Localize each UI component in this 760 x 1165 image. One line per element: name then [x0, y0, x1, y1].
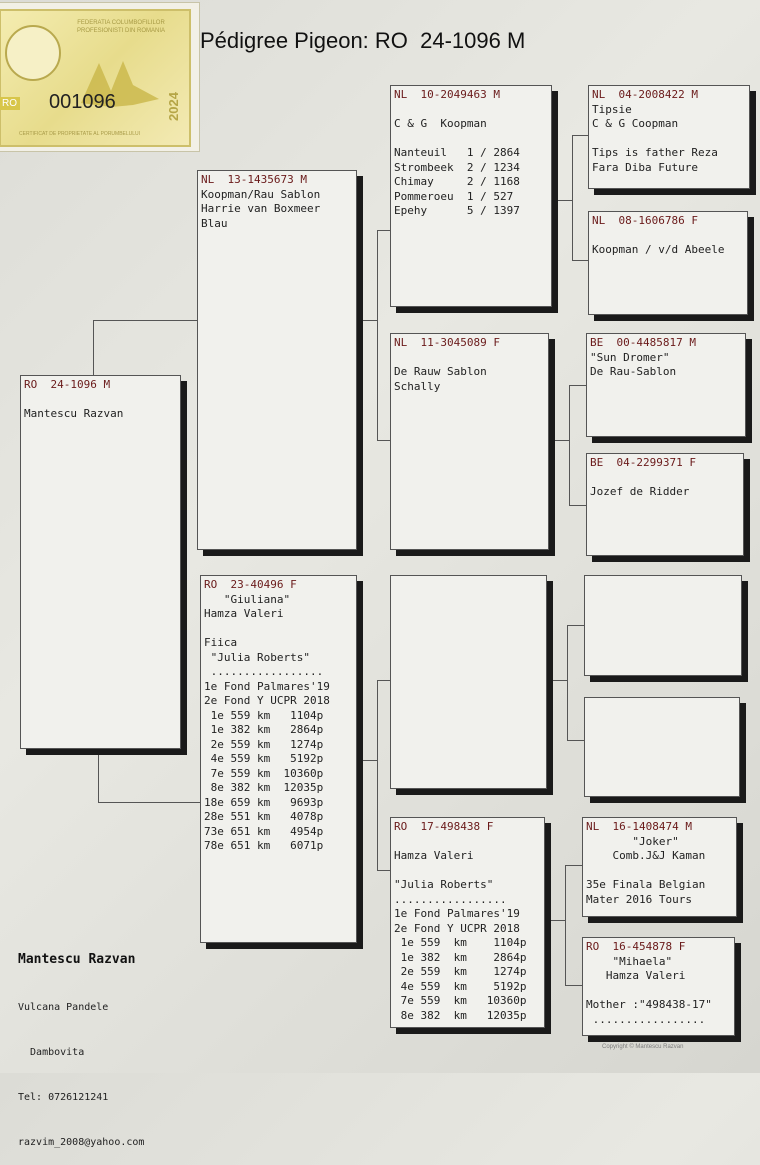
connector-line	[93, 320, 94, 376]
connector-line	[565, 865, 566, 985]
ring-number: RO 16-454878 F	[586, 940, 686, 953]
pigeon-info-line: 7e 559 km 10360p	[394, 994, 527, 1007]
pigeon-info-line	[590, 471, 740, 486]
pigeon-info-line: 35e Finala Belgian	[586, 878, 706, 891]
pigeon-card-ss-dam	[588, 211, 748, 315]
pigeon-info-line: 1e Fond Palmares'19	[394, 907, 520, 920]
pigeon-info-line: Koopman/Rau Sablon	[201, 187, 321, 201]
ring-number: NL 13-1435673 M	[201, 173, 307, 186]
pigeon-card-dam-sire	[390, 575, 547, 789]
breeder-county-line: Dambovita	[18, 1047, 85, 1058]
connector-line	[572, 135, 588, 136]
pigeon-card-ss-sire	[588, 85, 750, 189]
connector-line	[377, 870, 390, 871]
connector-line	[377, 230, 391, 231]
pigeon-info-line: Blau	[201, 216, 228, 230]
pigeon-info-line: Epehy 5 / 1397	[394, 204, 520, 217]
connector-line	[565, 865, 582, 866]
pigeon-info-line: 78e 651 km 6071p	[204, 839, 324, 852]
breeder-name: Mantescu Razvan	[18, 952, 136, 967]
pigeon-info-line: 18e 659 km 9693p	[204, 795, 324, 809]
ring-number: NL 16-1408474 M	[586, 820, 692, 833]
connector-line	[572, 260, 588, 261]
certificate-gold-panel	[0, 9, 191, 147]
ring-number: RO 24-1096 M	[24, 378, 111, 391]
pigeon-info-line: .................	[586, 1012, 706, 1026]
certificate-country-label: RO	[0, 97, 20, 110]
connector-line	[547, 680, 567, 681]
pigeon-info-line: Koopman / v/d Abeele	[592, 243, 725, 256]
pigeon-info-line: .................	[204, 665, 324, 678]
pigeon-info-line	[394, 835, 541, 850]
pigeon-info-line: "Giuliana"	[204, 592, 291, 606]
breeder-phone: Tel: 0726121241	[18, 1092, 109, 1103]
ring-number: BE 04-2299371 F	[590, 456, 696, 469]
pigeon-info-line: 7e 559 km 10360p	[204, 766, 324, 780]
pigeon-info-line: "Joker"	[586, 834, 679, 848]
connector-line	[377, 680, 390, 681]
pigeon-info-line: Schally	[394, 379, 441, 393]
pigeon-info-line: Tipsie	[592, 102, 632, 116]
connector-line	[569, 505, 586, 506]
pigeon-info-line: 2e Fond Y UCPR 2018	[394, 921, 520, 935]
pigeon-info-line: "Julia Roberts"	[204, 650, 310, 664]
breeder-email[interactable]: razvim_2008@yahoo.com	[18, 1137, 145, 1148]
connector-line	[377, 440, 391, 441]
breeder-address-line: Vulcana Pandele	[18, 1002, 109, 1013]
pigeon-info-line: 2e 559 km 1274p	[204, 737, 324, 751]
pigeon-card-sd-dam	[586, 453, 744, 556]
ring-number: NL 08-1606786 F	[592, 214, 698, 227]
pigeon-info-line: Hamza Valeri	[204, 607, 284, 620]
certificate-year: 2024	[165, 92, 181, 121]
connector-line	[565, 985, 582, 986]
pigeon-info-line	[586, 864, 733, 879]
ring-number: NL 10-2049463 M	[394, 88, 500, 101]
pigeon-info-line: C & G Coopman	[592, 117, 679, 130]
pigeon-info-line: 1e Fond Palmares'19	[204, 679, 330, 693]
connector-line	[567, 625, 584, 626]
pigeon-info-line: "Mihaela"	[586, 954, 673, 968]
connector-line	[552, 200, 572, 201]
pigeon-info-line: 2e Fond Y UCPR 2018	[204, 694, 330, 707]
pigeon-info-line: Nanteuil 1 / 2864	[394, 146, 520, 159]
pigeon-info-line: Harrie van Boxmeer	[201, 202, 321, 215]
pigeon-card-sire	[197, 170, 357, 550]
pigeon-info-line: Comb.J&J Kaman	[586, 849, 706, 862]
pigeon-info-line: Mater 2016 Tours	[586, 892, 692, 906]
pigeon-info-line: Jozef de Ridder	[590, 485, 690, 498]
certificate-number: 001096	[49, 91, 116, 113]
ring-number: RO 17-498438 F	[394, 820, 494, 833]
pigeon-info-line	[394, 351, 545, 366]
pigeon-info-line: 1e 382 km 2864p	[204, 723, 324, 736]
pigeon-card-sd-sire	[586, 333, 746, 437]
pigeon-info-line: Strombeek 2 / 1234	[394, 160, 520, 174]
connector-line	[98, 802, 201, 803]
federation-seal-icon	[5, 25, 61, 81]
certificate-footer: CERTIFICAT DE PROPRIETATE AL PORUMBELULUI	[19, 131, 141, 137]
ring-number: BE 00-4485817 M	[590, 336, 696, 349]
pigeon-info-line: Hamza Valeri	[394, 849, 474, 862]
page-title: Pédigree Pigeon: RO 24-1096 M	[200, 28, 526, 53]
pigeon-info-line: Tips is father Reza	[592, 146, 718, 159]
pigeon-info-line: 8e 382 km 12035p	[394, 1008, 527, 1022]
pigeon-card-dd-dam	[582, 937, 735, 1036]
pigeon-info-line: .................	[394, 892, 507, 906]
pigeon-info-line: 4e 559 km 5192p	[394, 979, 527, 993]
pigeon-card-sire-sire	[390, 85, 552, 307]
connector-line	[377, 680, 378, 870]
connector-line	[93, 320, 198, 321]
pigeon-info-line	[394, 864, 541, 879]
pigeon-card-subject	[20, 375, 181, 749]
pigeon-info-line: Hamza Valeri	[586, 969, 686, 982]
copyright-text: Copyright © Mantescu Razvan	[602, 1044, 684, 1050]
ring-number: NL 11-3045089 F	[394, 336, 500, 349]
pigeon-info-line: Mother :"498438-17"	[586, 998, 712, 1011]
pigeon-info-line: Chimay 2 / 1168	[394, 175, 520, 188]
pigeon-info-line: "Sun Dromer"	[590, 350, 670, 364]
certificate-header-line1: FEDERATIA COLUMBOFILILOR	[77, 20, 165, 26]
pigeon-info-line	[592, 132, 746, 147]
pigeon-card-ds-dam	[584, 697, 740, 797]
pigeon-info-line: De Rauw Sablon	[394, 365, 487, 378]
connector-line	[357, 760, 377, 761]
pigeon-info-line	[24, 393, 177, 408]
pigeon-card-dam-dam	[390, 817, 545, 1028]
connector-line	[549, 440, 569, 441]
pigeon-info-line	[592, 229, 744, 244]
pigeon-info-line: "Julia Roberts"	[394, 878, 494, 891]
connector-line	[98, 750, 99, 802]
connector-line	[569, 385, 570, 505]
connector-line	[545, 920, 565, 921]
pigeon-info-line	[204, 622, 353, 637]
certificate-header-line2: PROFESIONISTI DIN ROMANIA	[76, 28, 165, 34]
pigeon-info-line	[394, 103, 548, 118]
connector-line	[569, 385, 586, 386]
pigeon-info-line	[586, 984, 731, 999]
connector-line	[377, 230, 378, 440]
pigeon-info-line: Fara Diba Future	[592, 160, 698, 174]
certificate-header	[61, 19, 181, 35]
pigeon-info-line: 1e 382 km 2864p	[394, 950, 527, 964]
breeder-contact	[18, 970, 144, 1165]
connector-line	[567, 740, 584, 741]
pigeon-info-line: C & G Koopman	[394, 117, 487, 130]
pigeon-info-line: 1e 559 km 1104p	[394, 936, 527, 949]
ring-number: RO 23-40496 F	[204, 578, 297, 591]
connector-line	[567, 625, 568, 740]
pigeon-info-line: 28e 551 km 4078p	[204, 810, 324, 823]
pigeon-info-line: 1e 559 km 1104p	[204, 708, 324, 722]
connector-line	[357, 320, 377, 321]
ring-number: NL 04-2008422 M	[592, 88, 698, 101]
pigeon-info-line: 73e 651 km 4954p	[204, 824, 324, 838]
pigeon-card-sire-dam	[390, 333, 549, 550]
ownership-certificate	[0, 2, 200, 152]
pigeon-card-ds-sire	[584, 575, 742, 676]
pigeon-info-line: 8e 382 km 12035p	[204, 781, 324, 794]
pigeon-info-line: Fiica	[204, 636, 238, 649]
pigeon-info-line	[394, 132, 548, 147]
pigeon-info-line: De Rau-Sablon	[590, 365, 677, 378]
pigeon-info-line: 2e 559 km 1274p	[394, 965, 527, 978]
pigeon-info-line: Mantescu Razvan	[24, 407, 124, 420]
connector-line	[572, 135, 573, 260]
pigeon-info-line: 4e 559 km 5192p	[204, 752, 324, 765]
pigeon-card-dd-sire	[582, 817, 737, 917]
pigeon-card-dam	[200, 575, 357, 943]
pigeon-info-line: Pommeroeu 1 / 527	[394, 189, 514, 203]
